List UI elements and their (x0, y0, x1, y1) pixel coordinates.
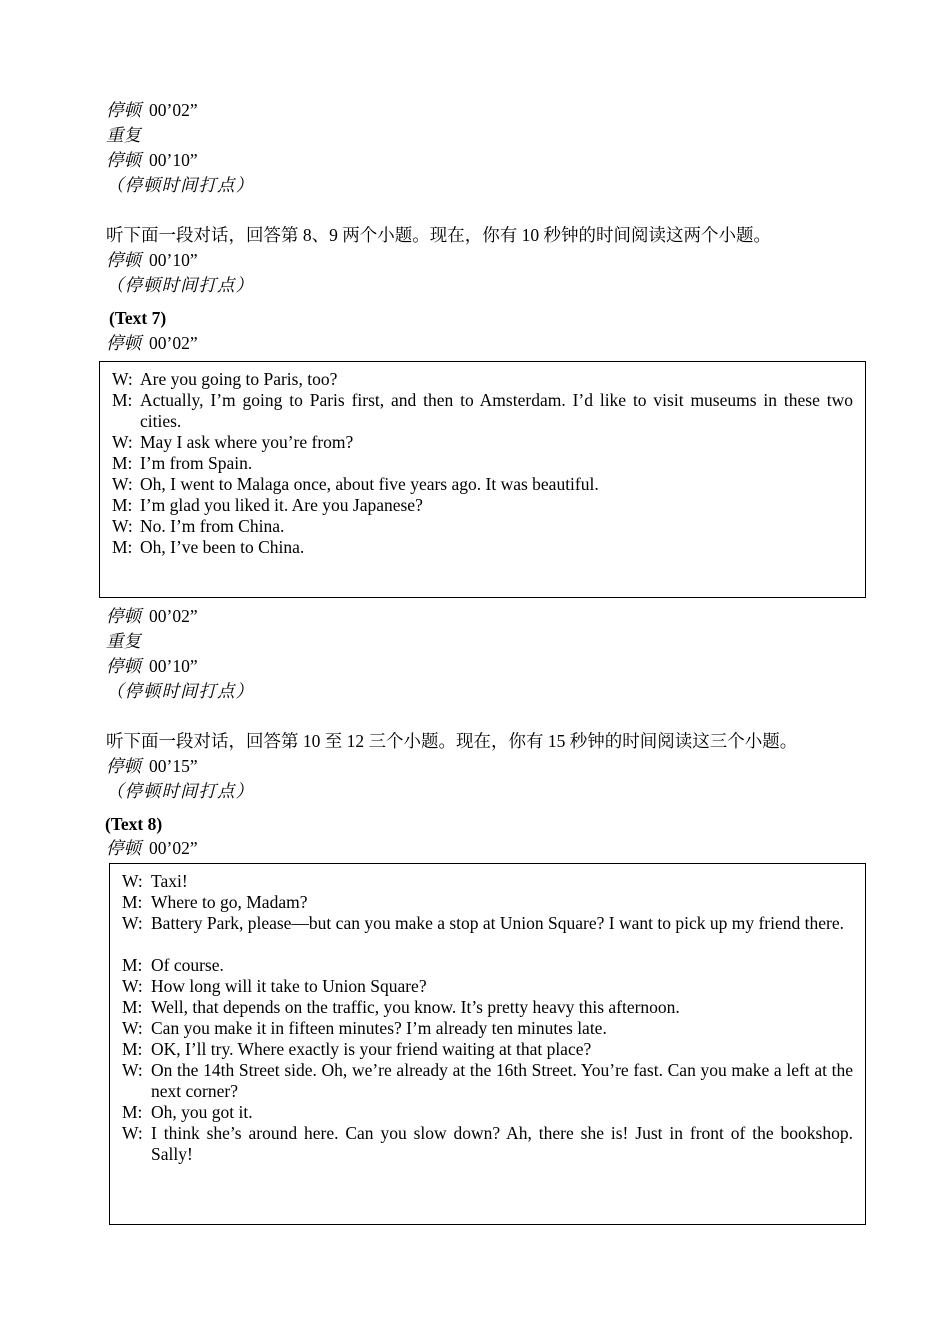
utterance-text: Oh, I’ve been to China. (140, 537, 305, 557)
utterance-text: Well, that depends on the traffic, you know. It’s pretty heavy this afternoon. (151, 997, 680, 1017)
dialogue-line (112, 453, 853, 474)
utterance-text: I’m from Spain. (140, 453, 253, 473)
dialogue-box (109, 863, 866, 1225)
utterance-text: Battery Park, please—but can you make a stop at Union Square? I want to pick up my friend there. (151, 913, 844, 933)
pause-time: 00’10” (149, 656, 198, 676)
dialogue-line (122, 1060, 853, 1102)
speaker-label: M: (112, 495, 133, 515)
utterance-text: Taxi! (151, 871, 188, 891)
pause-label: 停顿 (106, 838, 141, 858)
speaker-label: M: (122, 1102, 143, 1122)
pause-label: 停顿 (106, 656, 141, 676)
utterance-text: I’m glad you liked it. Are you Japanese? (140, 495, 423, 515)
instruction-text: 听下面一段对话，回答第 8、9 两个小题。现在，你有 10 秒钟的时间阅读这两个小题。 (106, 225, 771, 245)
speaker-label: M: (122, 892, 143, 912)
speaker-label: W: (122, 1018, 143, 1038)
dialogue-line (122, 1018, 853, 1039)
utterance-text: OK, I’ll try. Where exactly is your friend waiting at that place? (151, 1039, 592, 1059)
utterance-text: Where to go, Madam? (151, 892, 308, 912)
pause-label: 停顿 (106, 100, 141, 120)
pause-label: 停顿 (106, 250, 141, 270)
pause-line (106, 331, 198, 355)
utterance-text: I think she’s around here. Can you slow down? Ah, there she is! Just in front of the bookshop. Sally! (151, 1123, 853, 1164)
dialogue-line (122, 976, 853, 997)
pause-line (106, 98, 198, 122)
speaker-label: W: (112, 369, 133, 389)
timing-note: （停顿时间打点） (106, 175, 254, 195)
dialogue-line (122, 955, 853, 976)
utterance-text: On the 14th Street side. Oh, we’re already at the 16th Street. You’re fast. Can you make a left at the next corner? (151, 1060, 853, 1101)
text-heading: (Text 8) (105, 814, 163, 834)
dialogue-line (112, 474, 853, 495)
pause-line (106, 654, 198, 678)
repeat-label: 重复 (106, 125, 141, 145)
dialogue-line (112, 537, 853, 558)
pause-time: 00’02” (149, 333, 198, 353)
utterance-text: May I ask where you’re from? (140, 432, 354, 452)
dialogue-line (122, 997, 853, 1018)
timing-note: （停顿时间打点） (106, 781, 254, 801)
pause-label: 停顿 (106, 756, 141, 776)
utterance-text: How long will it take to Union Square? (151, 976, 427, 996)
speaker-label: M: (122, 955, 143, 975)
repeat-label: 重复 (106, 631, 141, 651)
dialogue-line (122, 913, 853, 934)
dialogue-line (122, 892, 853, 913)
dialogue-line (122, 1102, 853, 1123)
dialogue-line (122, 871, 853, 892)
dialogue-line (112, 495, 853, 516)
speaker-label: W: (112, 474, 133, 494)
speaker-label: W: (122, 1123, 143, 1143)
pause-time: 00’02” (149, 606, 198, 626)
dialogue-box (99, 361, 866, 598)
pause-time: 00’10” (149, 150, 198, 170)
utterance-text: Actually, I’m going to Paris first, and then to Amsterdam. I’d like to visit museums in these two cities. (140, 390, 853, 431)
dialogue-line (112, 369, 853, 390)
pause-label: 停顿 (106, 606, 141, 626)
speaker-label: W: (112, 432, 133, 452)
utterance-text: Are you going to Paris, too? (140, 369, 338, 389)
timing-note: （停顿时间打点） (106, 275, 254, 295)
timing-note: （停顿时间打点） (106, 681, 254, 701)
pause-time: 00’15” (149, 756, 198, 776)
dialogue-line (112, 516, 853, 537)
pause-time: 00’02” (149, 100, 198, 120)
pause-line (106, 248, 198, 272)
pause-line (106, 148, 198, 172)
speaker-label: W: (122, 871, 143, 891)
utterance-text: Of course. (151, 955, 224, 975)
speaker-label: W: (122, 1060, 143, 1080)
dialogue-line (112, 390, 853, 432)
pause-line (106, 604, 198, 628)
pause-time: 00’02” (149, 838, 198, 858)
utterance-text: No. I’m from China. (140, 516, 285, 536)
speaker-label: W: (122, 913, 143, 933)
speaker-label: M: (112, 390, 133, 410)
speaker-label: M: (112, 453, 133, 473)
instruction-text: 听下面一段对话，回答第 10 至 12 三个小题。现在，你有 15 秒钟的时间阅读这三个小题。 (106, 731, 798, 751)
pause-label: 停顿 (106, 150, 141, 170)
text-heading: (Text 7) (109, 308, 167, 328)
pause-line (106, 836, 198, 860)
dialogue-line (122, 1039, 853, 1060)
speaker-label: W: (122, 976, 143, 996)
utterance-text: Oh, you got it. (151, 1102, 253, 1122)
utterance-text: Can you make it in fifteen minutes? I’m already ten minutes late. (151, 1018, 607, 1038)
speaker-label: W: (112, 516, 133, 536)
dialogue-line (122, 1123, 853, 1165)
pause-time: 00’10” (149, 250, 198, 270)
utterance-text: Oh, I went to Malaga once, about five years ago. It was beautiful. (140, 474, 599, 494)
speaker-label: M: (112, 537, 133, 557)
pause-label: 停顿 (106, 333, 141, 353)
dialogue-line (112, 432, 853, 453)
pause-line (106, 754, 198, 778)
speaker-label: M: (122, 997, 143, 1017)
speaker-label: M: (122, 1039, 143, 1059)
